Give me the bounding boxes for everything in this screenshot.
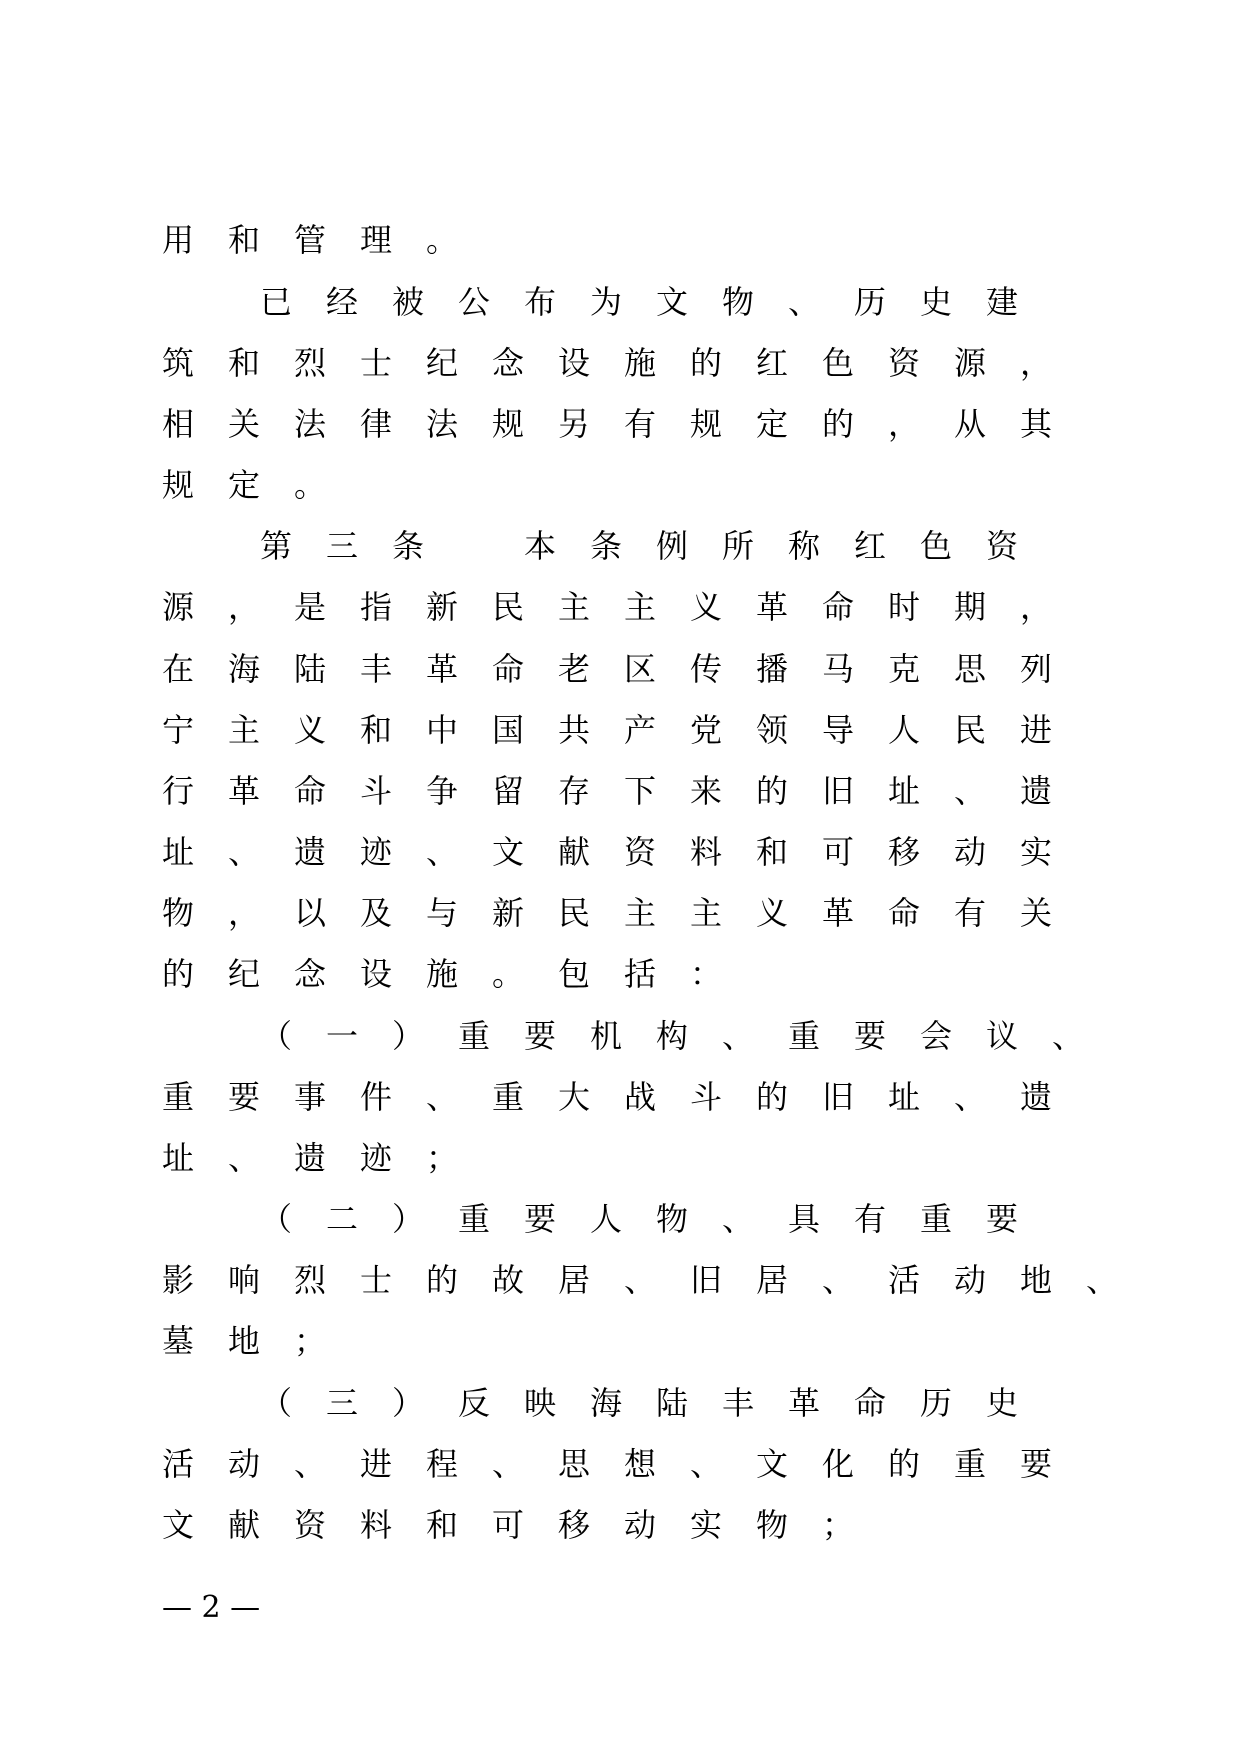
text-line: 用和管理。 <box>162 221 493 259</box>
text-line: 址、遗迹； <box>162 1139 493 1177</box>
text-line: 墓地； <box>162 1322 361 1360</box>
list-item-line: （一）重要机构、重要会议、 <box>260 1017 1119 1055</box>
text-line: 相关法律法规另有规定的，从其 <box>162 405 1087 443</box>
text-line: 宁主义和中国共产党领导人民进 <box>162 711 1087 749</box>
text-line: 重要事件、重大战斗的旧址、遗 <box>162 1078 1087 1116</box>
text-line: 文献资料和可移动实物； <box>162 1506 889 1544</box>
page-number: — 2 — <box>162 1590 261 1625</box>
text-line: 影响烈士的故居、旧居、活动地、 <box>162 1261 1153 1299</box>
text-line: 活动、进程、思想、文化的重要 <box>162 1445 1087 1483</box>
text-line: 源，是指新民主主义革命时期， <box>162 588 1087 626</box>
text-line: 行革命斗争留存下来的旧址、遗 <box>162 772 1087 810</box>
text-line: 址、遗迹、文献资料和可移动实 <box>162 833 1087 871</box>
text-line: 规定。 <box>162 466 361 504</box>
text-line: 在海陆丰革命老区传播马克思列 <box>162 650 1087 688</box>
text-line: 的纪念设施。包括： <box>162 955 757 993</box>
text-line: 筑和烈士纪念设施的红色资源， <box>162 344 1087 382</box>
list-item-line: （三）反映海陆丰革命历史 <box>260 1384 1053 1422</box>
text-line: 已经被公布为文物、历史建 <box>260 283 1053 321</box>
list-item-line: （二）重要人物、具有重要 <box>260 1200 1053 1238</box>
text-line: 物，以及与新民主主义革命有关 <box>162 894 1087 932</box>
article-heading-line: 第三条 本条例所称红色资 <box>260 527 1053 565</box>
